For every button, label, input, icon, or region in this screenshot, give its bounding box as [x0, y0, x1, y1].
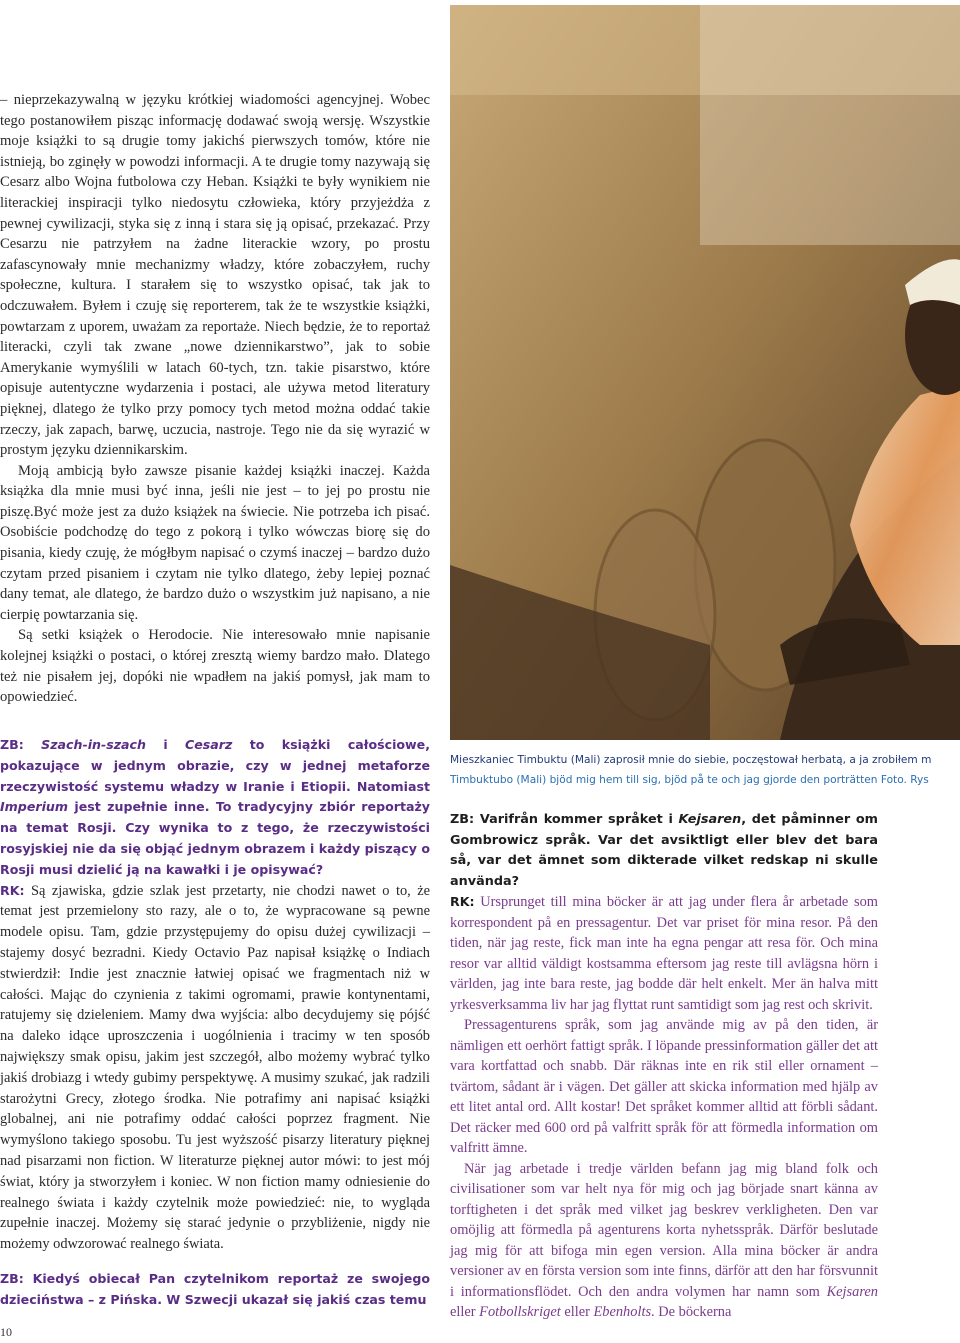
interview-answer: RK: Są zjawiska, gdzie szlak jest przetarty, nie chodzi nawet o to, że temat jest przemielony sto razy, ale o to, że wypracowane są pewne modele opisu. Tam, gdzie przystępujemy do opisu dużej cywilizacji – stajemy dosyć bezradni. Kiedy Octavio Paz napisał książkę o Indiach stwierdził: Indie jest znacznie łatwiej opisać we fragmentach niż w całości. Mając do czynienia z takimi ogromami, prawie kontynentami, ratujemy się dzieleniem. Mamy dwa wyjścia: albo decydujemy się pójść na daleko idące uproszczenia i uogólnienia i tracimy w ten sposób największy smak opisu, jakim jest szczegół, albo możemy wybrać tylko jakiś drobiazg i wtedy gubimy perspektywę. A musimy szukać, jak radzili starożytni Grecy, złotego środka. Nie potrafimy ani napisać książki globalnej, ani nie potrafimy oddać całości poprzez fragment. Nie wymyślono takiego sposobu. Tu jest wyższość pisarzy literatury pięknej nad pisarzami non fiction. W literaturze pięknej autor mówi: to jest mój świat, który ja stworzyłem i koniec. W non fiction mamy odniesienie do realnego świata i każdy czytelnik może powiedzieć: nie, to wygląda zupełnie inaczej. Możemy się starać jedynie o przybliżenie, nigdy nie możemy odwzorować realnego świata.	[0, 882, 430, 1253]
page-number: 10	[0, 1325, 12, 1339]
polish-interview	[0, 735, 430, 1311]
interview-question: ZB: Szach-in-szach i Cesarz to książki całościowe, pokazujące w jednym obrazie, czy w jednej metaforze rzeczywistość systemu władzy w Iranie i Etiopii. Natomiast Imperium jest zupełnie inne. To tradycyjny zbiór reportaży na temat Rosji. Czy wynika to z tego, że rzeczywistości rosyjskiej nie da się objąć jednym obrazem i każdy piszący o Rosji musi dzielić ją na kawałki i je opisywać?	[0, 737, 430, 877]
speaker-label: RK:	[450, 894, 475, 909]
caption-swedish: Timbuktubo (Mali) bjöd mig hem till sig, bjöd på te och jag gjorde den porträtten Foto. Rys	[450, 774, 929, 786]
paragraph: Pressagenturens språk, som jag använde mig av på den tiden, är nämligen ett oerhört fattigt språk. I löpande pressinformation gäller det att vara kortfattad och snabb. Där räknas inte en rik stil eller ornament – tvärtom, sådant är i vägen. Det gäller att skicka information med hjälp av ett litet antal ord. Allt kostar! Det språket kommer alltid att förbli sådant. Det räcker med 600 ord på valfritt språk för att förmedla information om valfritt ämne.	[450, 1017, 878, 1156]
photo-illustration	[450, 5, 960, 740]
book-title: Kejsaren	[826, 1283, 878, 1300]
polish-article-body	[0, 90, 430, 708]
paragraph: Moją ambicją było zawsze pisanie każdej książki inaczej. Każda książka dla mnie musi być inna, jeśli nie jest – to jej po prostu nie piszę.Być może jest za dużo książek na świecie. Nie potrzeba ich pisać. Osobiście podchodzę do tego z pokorą i tylko wówczas biorę się do pisania, kiedy czuję, że mógłbym napisać o czymś inaczej – bardzo dużo czytam przed pisaniem i czytam nie tylko dlatego, żeby lepiej poznać dany temat, ale dlatego, że bardzo dużo o wszystkim już napisano, a nie cierpię powtarzania się.	[0, 462, 430, 623]
interview-question: ZB: Varifrån kommer språket i Kejsaren, det påminner om Gombrowicz språk. Var det avsiktligt eller blev det bara så, var det ämnet som dikterade vilket redskap ni skulle använda?	[450, 812, 878, 889]
paragraph: Są setki książek o Herodocie. Nie interesowało mnie napisanie kolejnej książki o postaci, o której zresztą wiemy bardzo mało. Dlatego też nie pisałem jej, dopóki nie wpadłem na jakiś pomysł, jak mam to opowiedzieć.	[0, 627, 430, 706]
book-title: Fotbollskriget	[479, 1304, 561, 1320]
book-title: Cesarz	[185, 737, 233, 752]
swedish-interview	[450, 810, 878, 1323]
interview-question: ZB: Kiedyś obiecał Pan czytelnikom reportaż ze swojego dzieciństwa – z Pińska. W Szwecji ukazał się jakiś czas temu	[0, 1270, 430, 1307]
speaker-label: RK:	[0, 882, 25, 898]
answer-continuation	[450, 1015, 878, 1323]
photo-captions	[450, 750, 960, 790]
paragraph: – nieprzekazywalną w języku krótkiej wiadomości agencyjnej. Wobec tego postanowiłem pisząc informację dodawać swoją wersję. Wszystkie moje książki to są drugie tomy jakichś pierwszych tomów, które nie istnieją, bo zginęły w powodzi informacji. A te drugie tomy nazywają się Cesarz albo Wojna futbolowa czy Heban. Książki te były wynikiem nie literackiej inspiracji tylko niedosytu człowieka, który przyjeżdża z pewnej cywilizacji, styka się z inną i stara się ją opisać, przekazać. Przy Cesarzu nie patrzyłem na żadne literackie wzory, po prostu zafascynowały mnie mechanizmy władzy, które zobaczyłem, ruchy społeczne, kultura. I starałem się to wszystko opisać, tak jak to odczuwałem. Byłem i czuję się reporterem, tak że te wszystkie książki, powtarzam z uporem, uważam za reportaże. Niech będzie, że to reportaż literacki, czyli tak zwane „nowe dziennikarstwo”, jak to sobie Amerykanie wymyślili w latach 60-tych, tzn. takie pisarstwo, które opisuje autentyczne wydarzenia i postaci, ale używa metod literatury pięknej, dlatego że tylko przy pomocy tych metod można oddać takie rzeczy, jak zapach, barwę, uczucia, nastroje. Tego nie da się wyrazić w prostym języku dziennikarskim.	[0, 92, 430, 459]
book-title: Kejsaren	[678, 812, 742, 827]
book-title: Imperium	[0, 799, 68, 815]
caption-polish: Mieszkaniec Timbuktu (Mali) zaprosił mnie do siebie, poczęstował herbatą, a ja zrobiłem m	[450, 754, 932, 766]
book-title: Szach-in-szach	[41, 737, 146, 752]
interview-answer: RK: Ursprunget till mina böcker är att jag under flera år arbetade som korrespondent på en pressagentur. Det var priset för mina resor. På den tiden, när jag reste, fick man inte ha egna pengar att resa för. Och mina resor var alltid väldigt kostsamma eftersom jag reste till avlägsna hörn i världen, jag inte bara reste, jag bodde där helt enkelt. Mer än halva mitt yrkesverksamma liv har jag flyttat runt samtidigt som jag rest och skrivit.	[450, 894, 878, 1013]
paragraph: När jag arbetade i tredje världen befann jag mig bland folk och civilisationer som var helt nya för mig och jag började snart känna av torftigheten i det språk med vilket jag beskrev verkligheten. Den var omöjlig att förmedla på agenturens korta nyhetsspråk. Därför beslutade jag mig för att bifoga min egen version. Alla mina böcker är andra versioner av en första version som inte finns, därför att den har försvunnit i informationsflödet. Och den andra volymen har namn som Kejsaren eller Fotbollskriget eller Ebenholts. De böckerna	[450, 1160, 878, 1320]
book-title: Ebenholts	[593, 1304, 652, 1320]
portrait-photo	[450, 5, 960, 740]
